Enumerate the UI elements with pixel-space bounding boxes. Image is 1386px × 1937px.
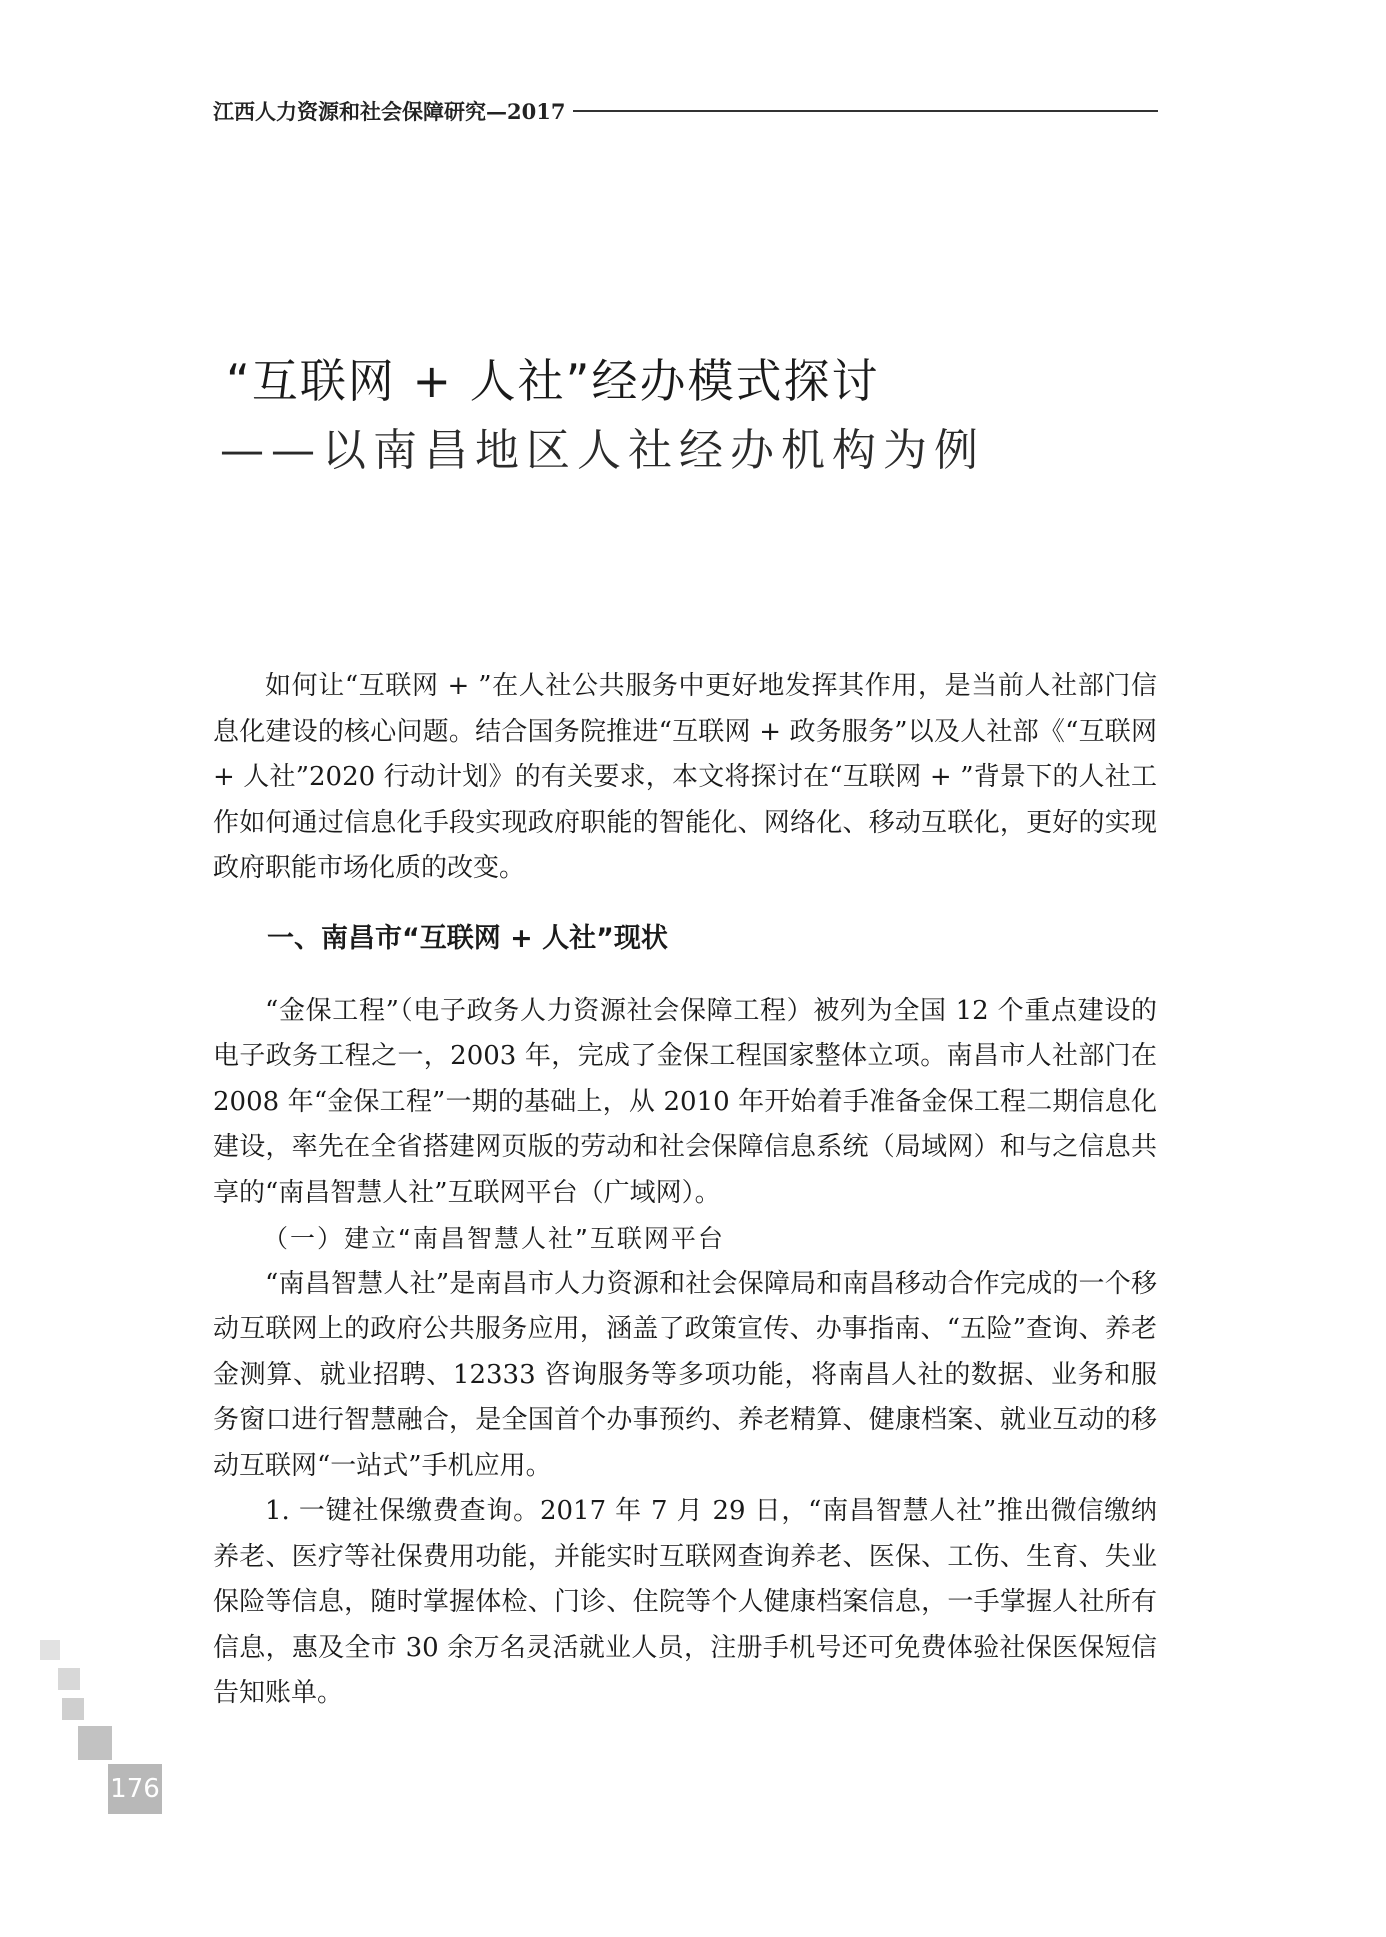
running-header	[213, 96, 1158, 126]
article-body	[213, 664, 1157, 1717]
decorative-square	[40, 1640, 60, 1660]
header-rule	[573, 110, 1158, 112]
item-paragraph: 1. 一键社保缴费查询。2017 年 7 月 29 日，“南昌智慧人社”推出微信缴纳养老、医疗等社保费用功能，并能实时互联网查询养老、医保、工伤、生育、失业保险等信息，随时掌握体检、门诊、住院等个人健康档案信息，一手掌握人社所有信息，惠及全市 30 余万名灵活就业人员，注册手机号还可免费体验社保医保短信告知账单。	[213, 1496, 1157, 1708]
decorative-square	[78, 1726, 112, 1760]
intro-paragraph: 如何让“互联网 + ”在人社公共服务中更好地发挥其作用，是当前人社部门信息化建设的核心问题。结合国务院推进“互联网 + 政务服务”以及人社部《“互联网 + 人社”2020 行动计划》的有关要求，本文将探讨在“互联网 + ”背景下的人社工作如何通过信息化手段实现政府职能的智能化、网络化、移动互联化，更好的实现政府职能市场化质的改变。	[213, 671, 1157, 883]
section-heading: 一、南昌市“互联网 + 人社”现状	[267, 922, 668, 954]
page-number: 176	[108, 1764, 162, 1814]
subsection-heading: （一）建立“南昌智慧人社”互联网平台	[263, 1224, 725, 1253]
decorative-square	[62, 1698, 84, 1720]
subsection-paragraph: “南昌智慧人社”是南昌市人力资源和社会保障局和南昌移动合作完成的一个移动互联网上的政府公共服务应用，涵盖了政策宣传、办事指南、“五险”查询、养老金测算、就业招聘、12333 咨询服务等多项功能，将南昌人社的数据、业务和服务窗口进行智慧融合，是全国首个办事预约、养老精算、健康档案、就业互动的移动互联网“一站式”手机应用。	[213, 1268, 1157, 1481]
article-title: “互联网 + 人社”经办模式探讨	[226, 354, 880, 408]
journal-title: 江西人力资源和社会保障研究—2017	[213, 99, 566, 124]
decorative-square	[58, 1668, 80, 1690]
article-subtitle: ——以南昌地区人社经办机构为例	[220, 425, 985, 476]
section-paragraph: “金保工程”（电子政务人力资源社会保障工程）被列为全国 12 个重点建设的电子政务工程之一，2003 年，完成了金保工程国家整体立项。南昌市人社部门在 2008 年“金保工程”一期的基础上，从 2010 年开始着手准备金保工程二期信息化建设，率先在全省搭建网页版的劳动和社会保障信息系统（局域网）和与之信息共享的“南昌智慧人社”互联网平台（广域网）。	[213, 995, 1157, 1208]
